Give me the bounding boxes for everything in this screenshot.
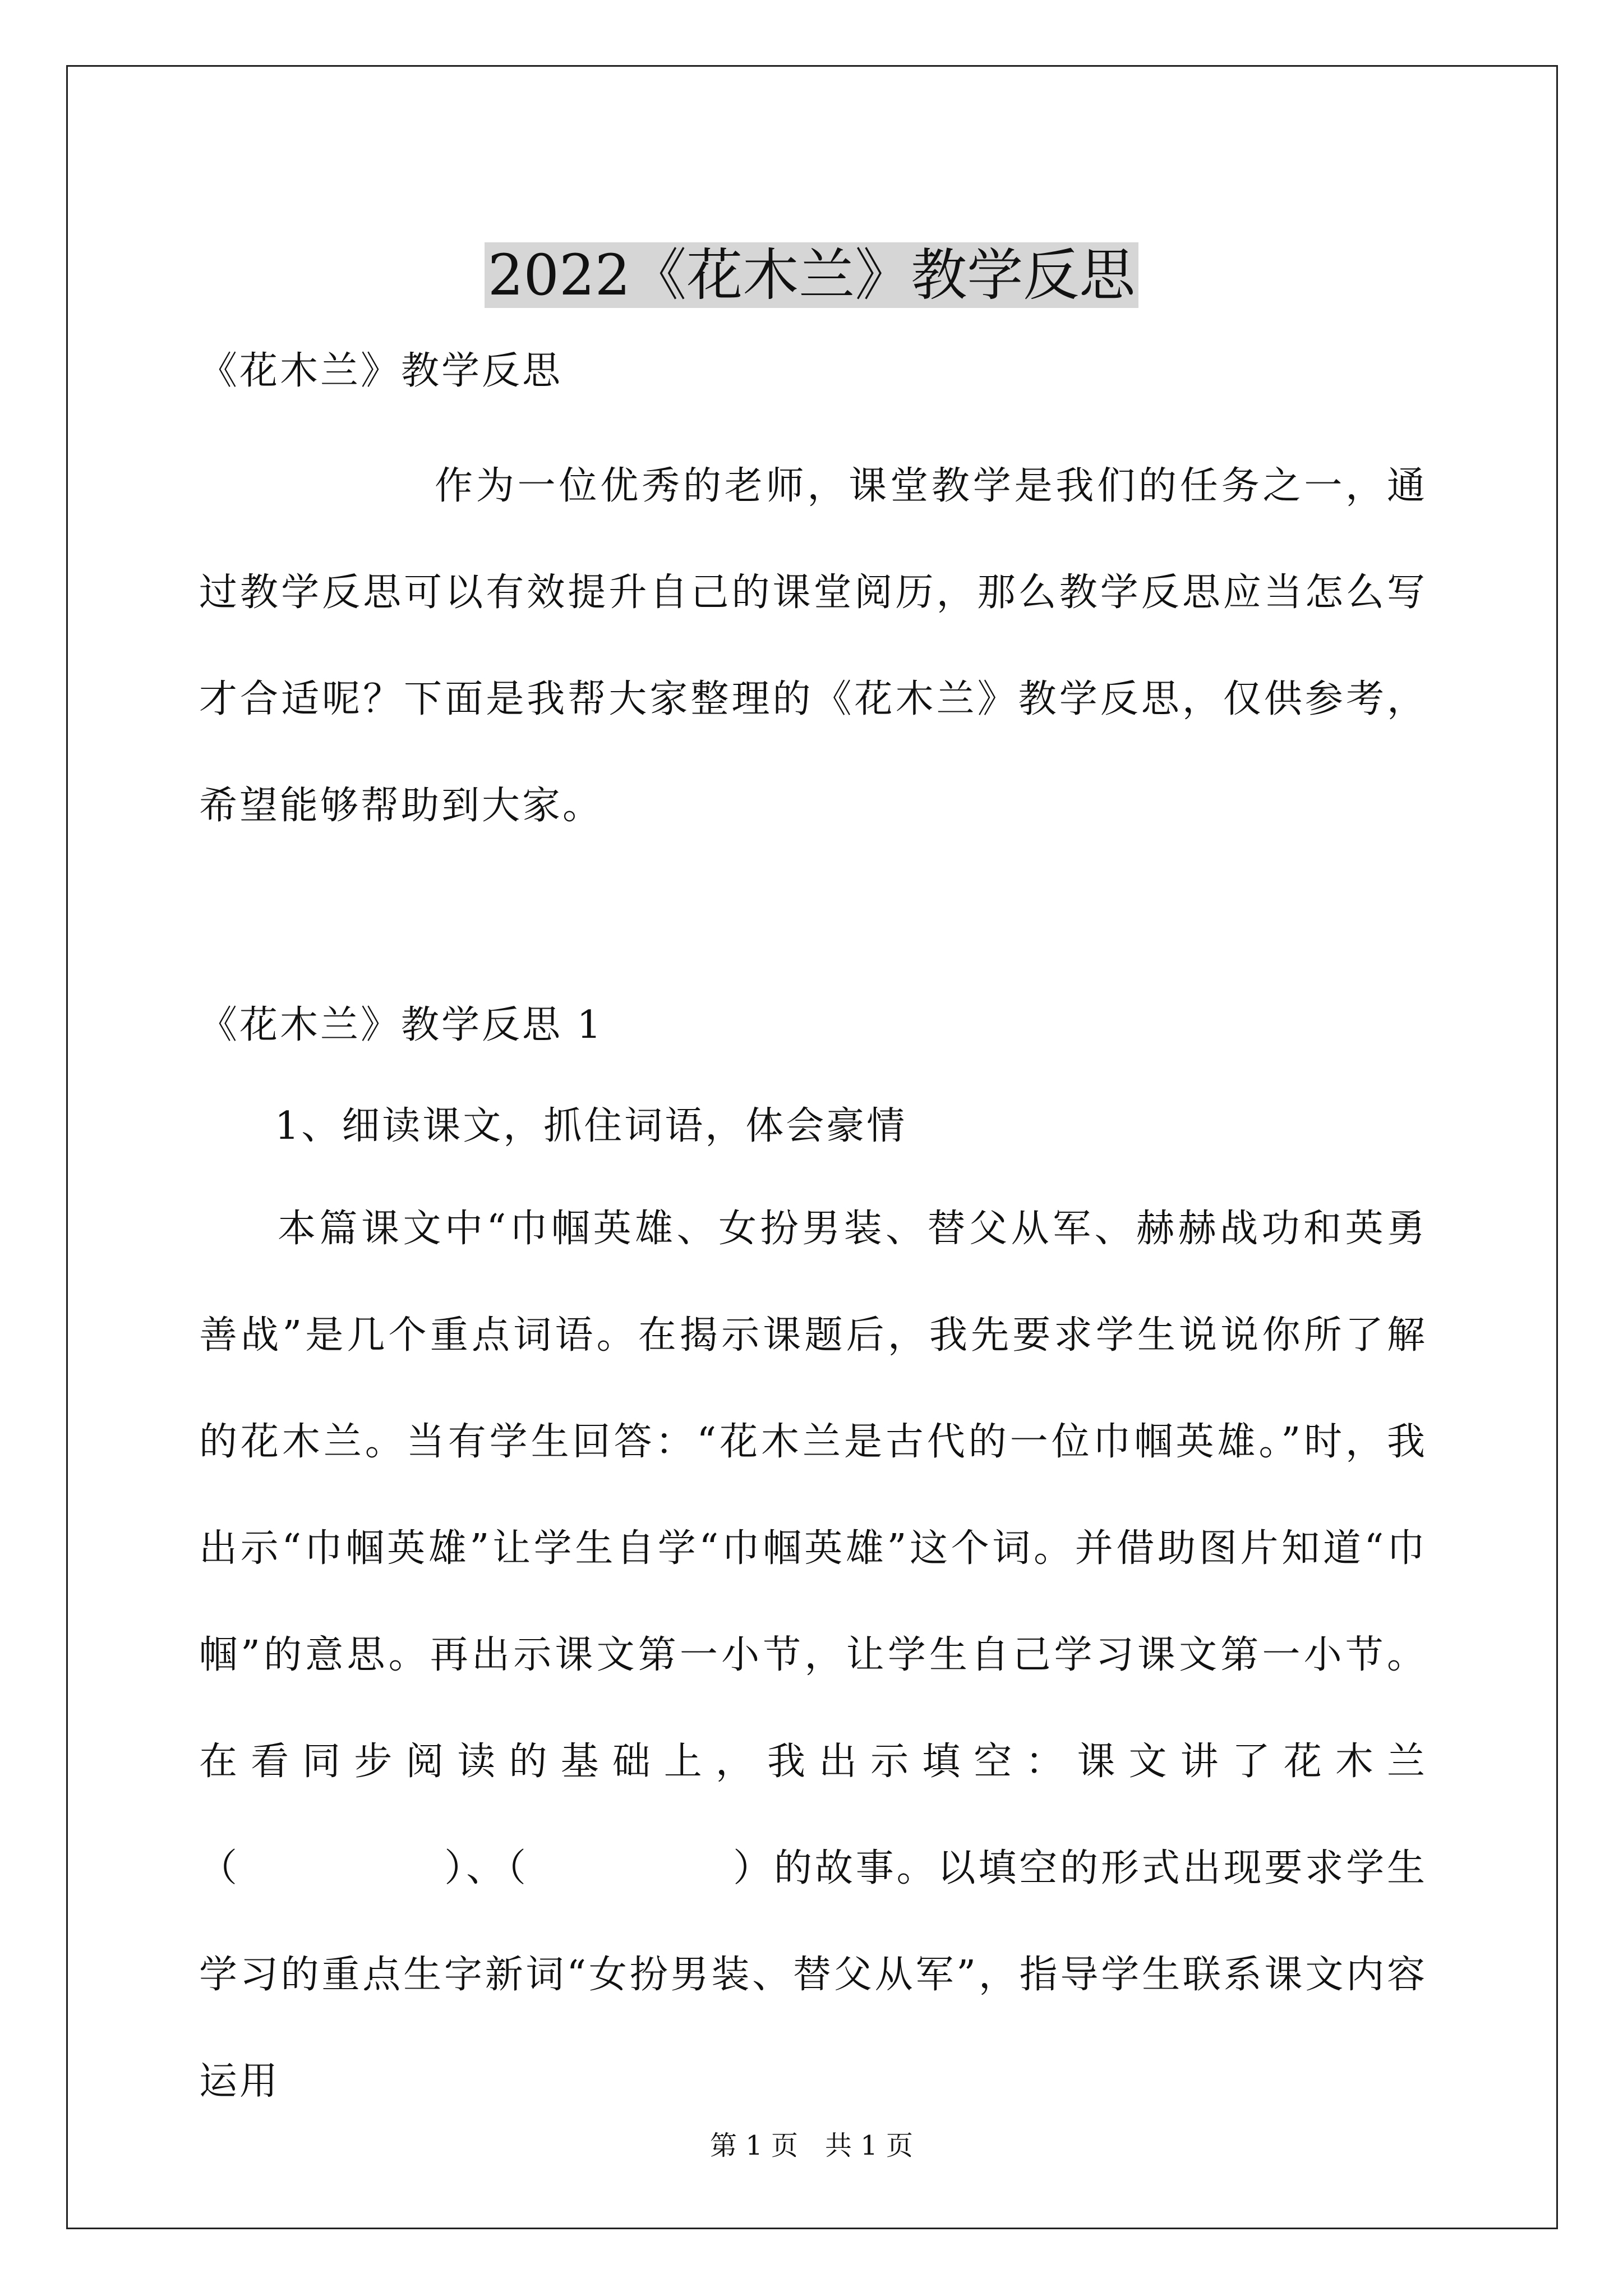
- section-heading: 《花木兰》教学反思 1: [199, 1003, 603, 1047]
- document-title: 2022《花木兰》教学反思: [0, 238, 1623, 311]
- subtitle: 《花木兰》教学反思: [199, 349, 563, 393]
- point-heading: 1、细读课文，抓住词语，体会豪情: [275, 1104, 907, 1148]
- body-paragraph: 本篇课文中“巾帼英雄、女扮男装、替父从军、赫赫战功和英勇善战”是几个重点词语。在揭示课题后，我先要求学生说说你所了解的花木兰。当有学生回答：“花木兰是古代的一位巾帼英雄。”时，我出示“巾帼英雄”让学生自学“巾帼英雄”这个词。并借助图片知道“巾帼”的意思。再出示课文第一小节，让学生自己学习课文第一小节。在看同步阅读的基础上，我出示填空：课文讲了花木兰（ ）、（ ）的故事。以填空的形式出现要求学生学习的重点生字新词“女扮男装、替父从军”，指导学生联系课文内容运用: [199, 1207, 1427, 2104]
- intro-paragraph: 作为一位优秀的老师，课堂教学是我们的任务之一，通过教学反思可以有效提升自己的课堂阅历，那么教学反思应当怎么写才合适呢？下面是我帮大家整理的《花木兰》教学反思，仅供参考，希望能够帮助到大家。: [199, 464, 1427, 828]
- page-footer: 第 1 页 共 1 页: [709, 2130, 914, 2161]
